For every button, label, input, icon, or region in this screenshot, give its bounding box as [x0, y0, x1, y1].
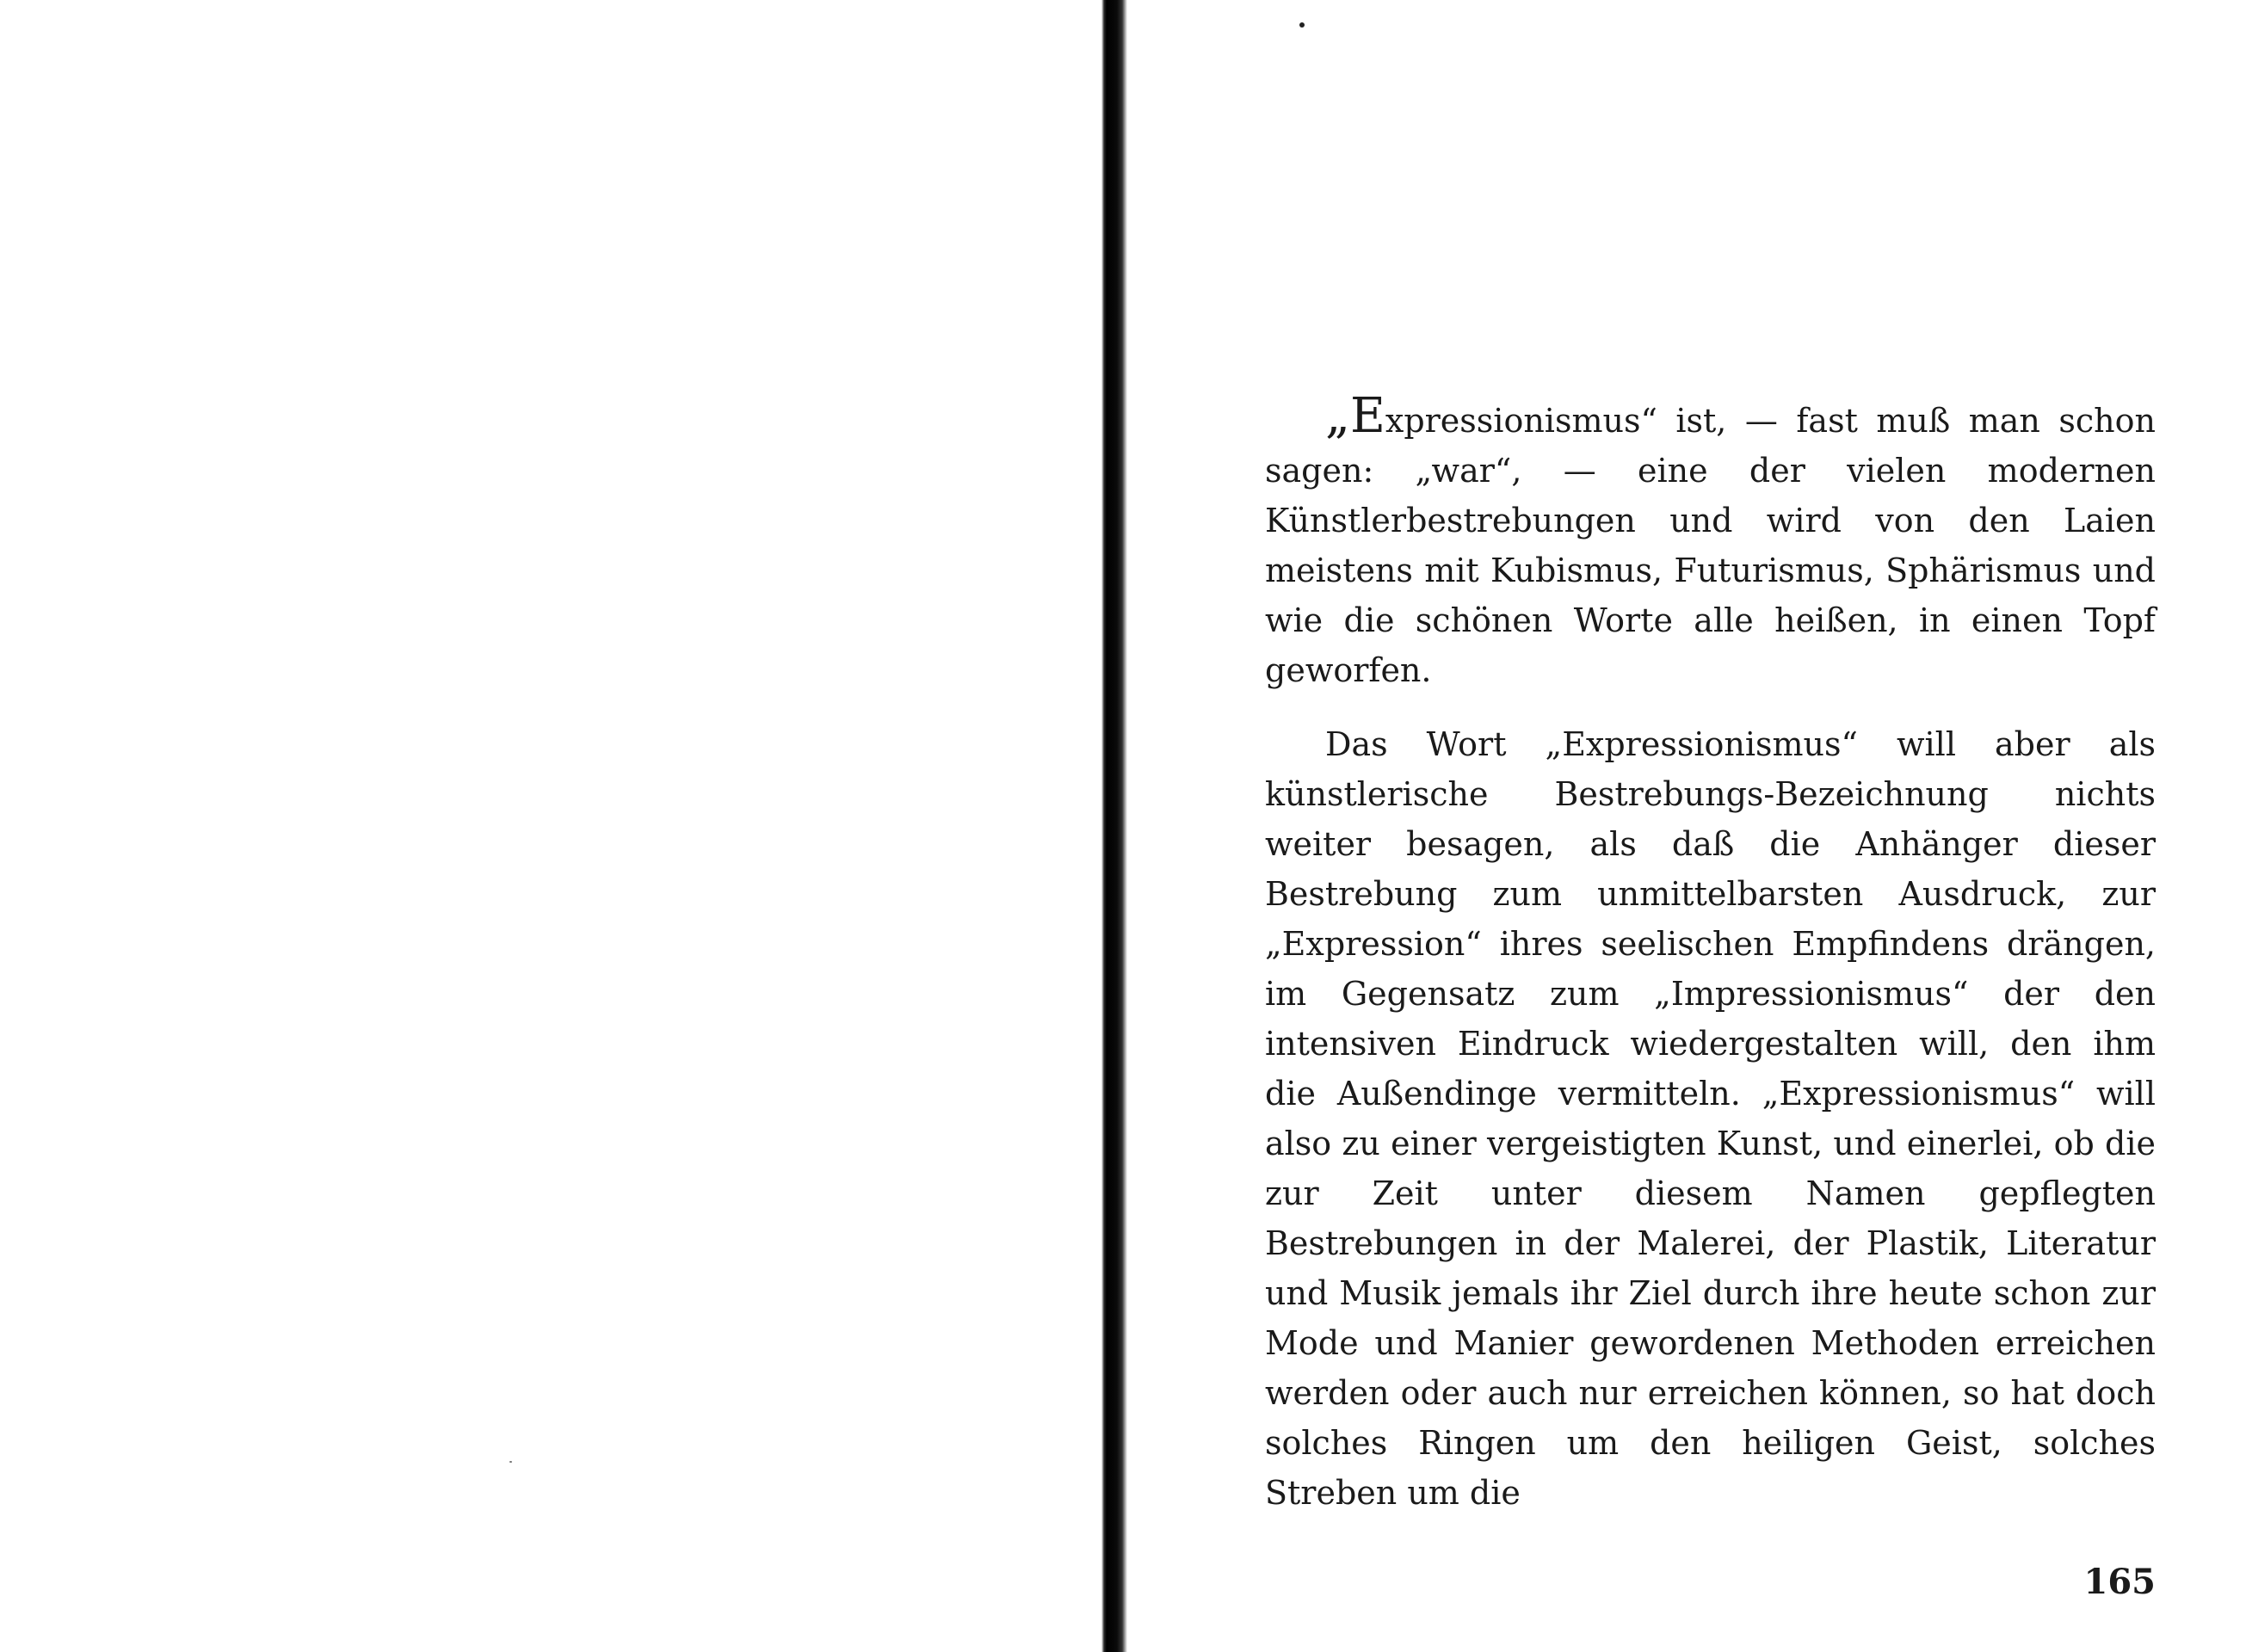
paper-speck: [509, 1461, 512, 1463]
paragraph-2: Das Wort „Expressionismus“ will aber als künstlerische Bestrebungs-Bezeichnung nichts weiter besagen, als daß die Anhänger dieser Bestrebung zum unmittelbarsten Ausdruck, zur „Expression“ ihres seelischen Empfindens drängen, im Gegensatz zum „Impressionismus“ der den intensiven Eindruck wiedergestalten will, den ihm die Außendinge vermitteln. „Expressionismus“ will also zu einer vergeistigten Kunst, und einerlei, ob die zur Zeit unter diesem Namen gepflegten Bestrebungen in der Malerei, der Plastik, Literatur und Musik jemals ihr Ziel durch ihre heute schon zur Mode und Manier gewordenen Methoden erreichen werden oder auch nur erreichen können, so hat doch solches Ringen um den heiligen Geist, solches Streben um die: [1265, 725, 2156, 1512]
body-text: [1265, 388, 2156, 1518]
book-gutter: [1101, 0, 1127, 1652]
paragraph-1-text: xpressionismus“ ist, — fast muß man schon sagen: „war“, — eine der vielen modernen Künstlerbestrebungen und wird von den Laien meistens mit Kubismus, Futurismus, Sphärismus und wie die schönen Worte alle heißen, in einen Topf geworfen.: [1265, 402, 2156, 689]
paragraph-1: [1265, 388, 2156, 695]
page-number: 165: [2083, 1562, 2156, 1602]
left-page-blank: [0, 0, 1101, 1652]
ink-dot: [1299, 22, 1305, 28]
initial-letter: „E: [1325, 388, 1385, 444]
